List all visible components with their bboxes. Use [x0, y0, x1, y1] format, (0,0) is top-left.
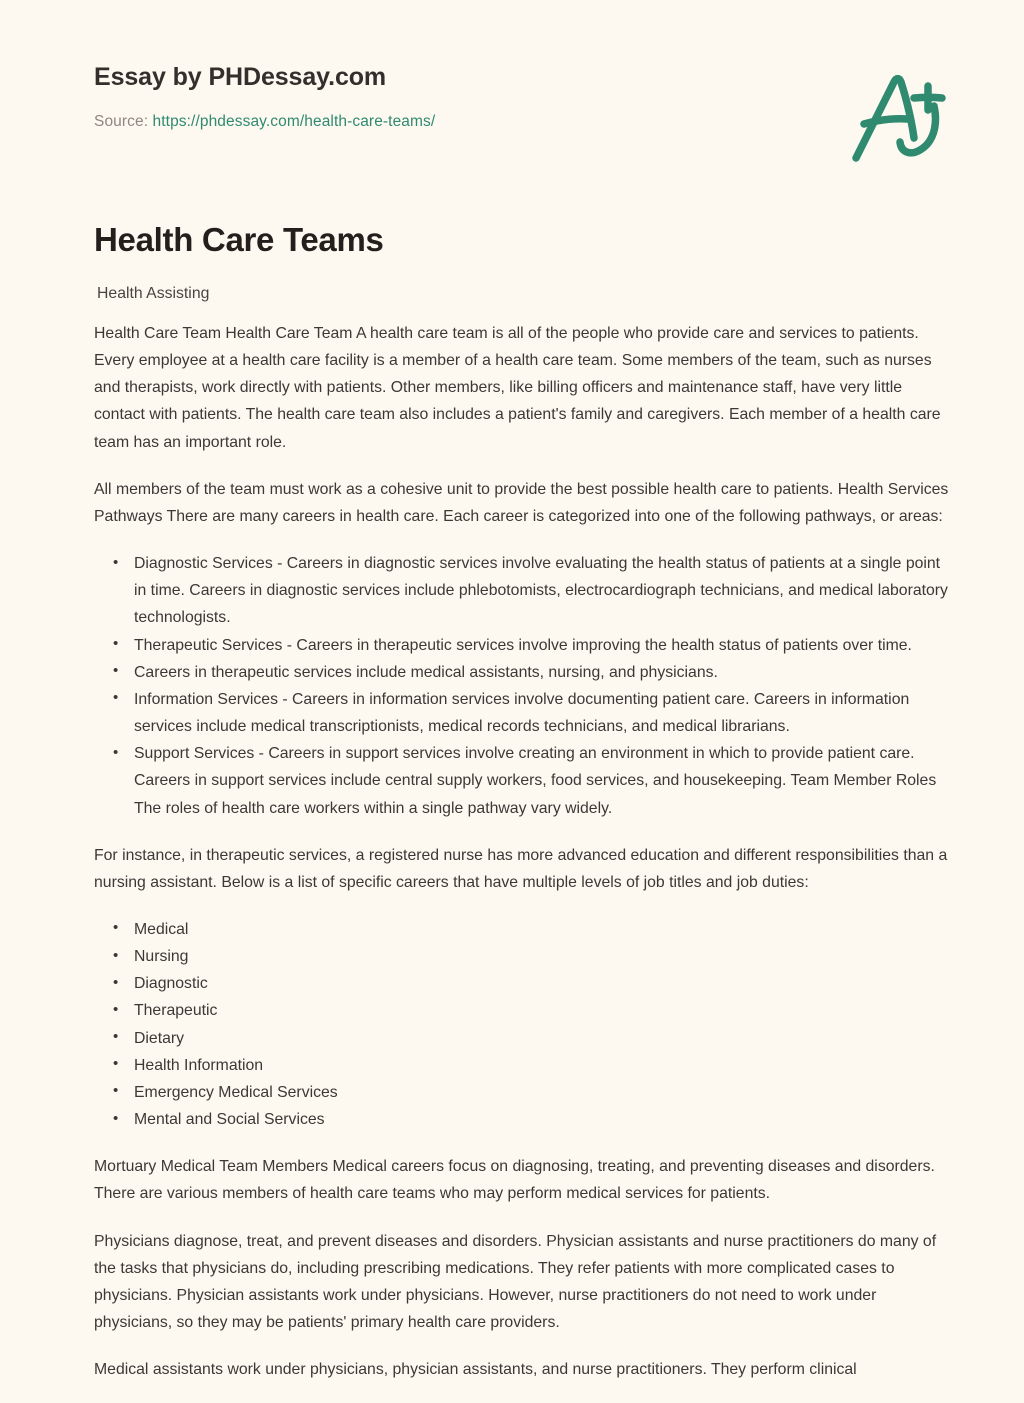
a-plus-logo — [838, 62, 958, 172]
essay-body — [94, 320, 952, 1403]
paragraph: Health Care Team Health Care Team A health care team is all of the people who provide care and services to patients. Every employee at a health care facility is a member of a health care team. Some members of the team, such as nurses and therapists, work directly with patients. Other members, like billing officers and maintenance staff, have very little contact with patients. The health care team also includes a patient's family and caregivers. Each member of a health care team has an important role. — [94, 325, 941, 451]
list-item: • Diagnostic — [134, 970, 952, 997]
list-item: • Emergency Medical Services — [134, 1079, 952, 1106]
paragraph: All members of the team must work as a cohesive unit to provide the best possible health care to patients. Health Services Pathways There are many careers in health care. Each career is categorized into one of the following pathways, or areas: — [94, 480, 949, 525]
paragraph: Medical assistants work under physicians, physician assistants, and nurse practitioners. They perform clinical — [94, 1361, 857, 1379]
list-item: • Nursing — [134, 943, 952, 970]
list-item: • Mental and Social Services — [134, 1106, 952, 1133]
list-item: • Therapeutic — [134, 997, 952, 1024]
site-header — [94, 62, 954, 132]
list-item: • Diagnostic Services - Careers in diagnostic services involve evaluating the health status of patients at a single point in time. Careers in diagnostic services include phlebotomists, electrocardiograph technicians, and medical laboratory technologists. — [134, 550, 952, 631]
brand-title: Essay by PHDessay.com — [94, 63, 387, 91]
pathways-list — [94, 550, 952, 822]
careers-list — [94, 916, 952, 1133]
list-item: • Information Services - Careers in information services involve documenting patient care. Careers in information services include medical transcriptionists, medical records technicians, and medical librarians. — [134, 686, 952, 740]
page-title: Health Care Teams — [94, 221, 384, 258]
paragraph: For instance, in therapeutic services, a registered nurse has more advanced education and different responsibilities than a nursing assistant. Below is a list of specific careers that have multiple levels of job titles and job duties: — [94, 846, 948, 891]
paragraph: Mortuary Medical Team Members Medical careers focus on diagnosing, treating, and preventing diseases and disorders. There are various members of health care teams who may perform medical services for patients. — [94, 1158, 935, 1203]
document-subtitle: Health Assisting — [97, 285, 210, 302]
list-item: • Careers in therapeutic services include medical assistants, nursing, and physicians. — [134, 659, 952, 686]
source-url-link[interactable]: https://phdessay.com/health-care-teams/ — [152, 113, 436, 130]
list-item: • Therapeutic Services - Careers in therapeutic services involve improving the health status of patients over time. — [134, 632, 952, 659]
paragraph: Physicians diagnose, treat, and prevent diseases and disorders. Physician assistants and nurse practitioners do many of the tasks that physicians do, including prescribing medications. They refer patients with more complicated cases to physicians. Physician assistants work under physicians. However, nurse practitioners do not need to work under physicians, so they may be patients' primary health care providers. — [94, 1232, 937, 1331]
source-line — [94, 113, 954, 132]
list-item: • Support Services - Careers in support services involve creating an environment in which to provide patient care. Careers in support services include central supply workers, food services, and housekeeping. Team Member Roles The roles of health care workers within a single pathway vary widely. — [134, 740, 952, 821]
list-item: • Medical — [134, 916, 952, 943]
list-item: • Dietary — [134, 1025, 952, 1052]
list-item: • Health Information — [134, 1052, 952, 1079]
source-label: Source: — [94, 113, 149, 130]
